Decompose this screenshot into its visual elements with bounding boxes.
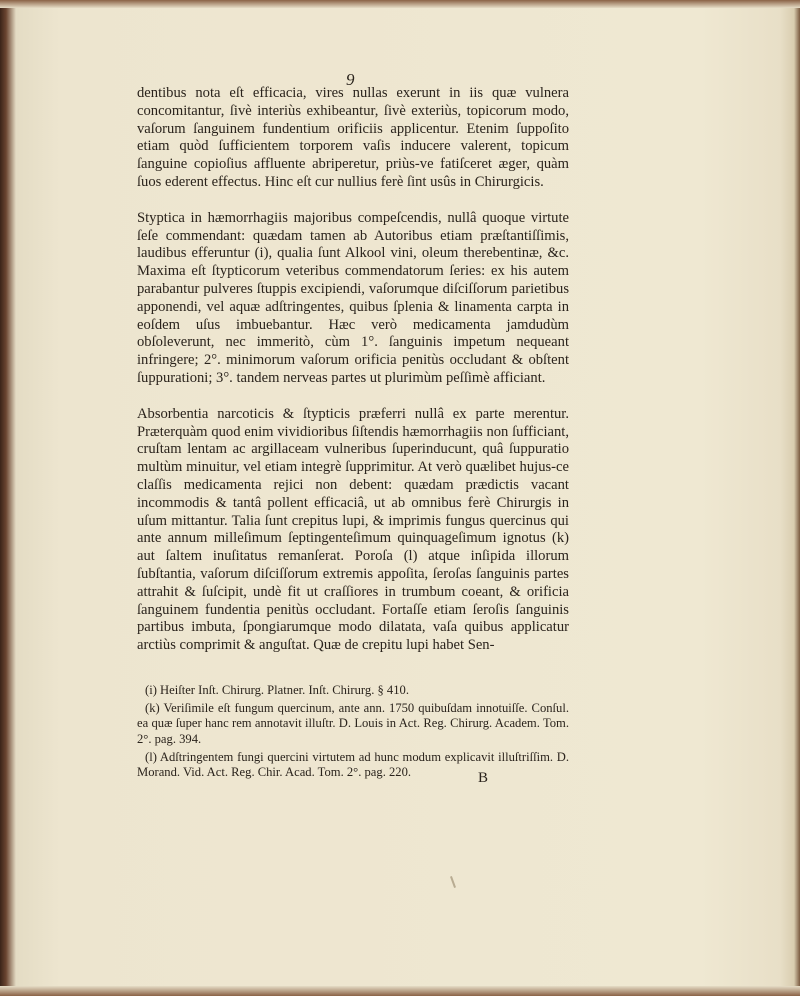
footnotes	[137, 683, 569, 780]
footnote: (i) Heiſter Inſt. Chirurg. Platner. Inſt. Chirurg. § 410.	[145, 683, 409, 697]
paragraph: dentibus nota eſt efficacia, vires nullas exerunt in iis quæ vulnera concomitantur, ſivè interiùs exhibeantur, ſivè exteriùs, topicorum modo, vaſorum ſanguinem fundentium orificiis applicentur. Etenim ſuppoſito etiam quòd ſufficientem torporem vaſis inducere valerent, topicum ſanguine copioſius affluente abriperetur, priùs-ve fatiſceret æger, quàm ſuos ederent effectus. Hinc eſt cur nullius ferè ſint usûs in Chirurgicis.	[137, 85, 569, 190]
main-text	[137, 85, 569, 655]
paragraph: Absorbentia narcoticis & ſtypticis præferri nullâ ex parte merentur. Præterquàm quod enim vividioribus ſiſtendis hæmorrhagiis non ſufficiant, cruſtam lentam ac argillaceam vulneribus ſuperinducunt, quâ ſuppuratio multùm minuitur, vel etiam integrè ſupprimitur. At verò quælibet hujus-ce claſſis medicamenta rejici non debent: quædam prædictis vacant incommodis & tantâ pollent efficaciâ, ut ab omnibus ferè Chirurgis in uſum mittantur. Talia ſunt crepitus lupi, & imprimis fungus quercinus qui ante annum milleſimum ſeptingenteſimum quinquageſimum ignotus (k) aut ſaltem inuſitatus remanſerat. Poroſa (l) atque inſipida illorum ſubſtantia, vaſorum diſciſſorum extremis appoſita, ſeroſas ſanguinis partes attrahit & ſuſcipit, undè fit ut craſſiores in trumbum coeant, & orificia ſanguinem fundentia penitùs occludant. Fortaſſe etiam ſeroſis ſanguinis partibus imbuta, ſpongiarumque modo dilatata, vaſa quibus applicatur arctiùs comprimit & anguſtat. Quæ de crepitu lupi habet Sen-	[137, 405, 569, 654]
page-number: 9	[346, 70, 355, 89]
paragraph: Styptica in hæmorrhagiis majoribus compeſcendis, nullâ quoque virtute ſeſe commendant: quædam tamen ab Autoribus etiam præſtantiſſimis, laudibus efferuntur (i), qualia ſunt Alkool vini, oleum therebentinæ, &c. Maxima eſt ſtypticorum veteribus commendatorum ſeries: ex his autem parabantur pulveres ſtuppis excipiendi, vaſorumque diſciſſorum parietibus apponendi, vel aquæ adſtringentes, quibus ſplenia & linamenta carpta in eoſdem uſus imbuebantur. Hæc verò medicamenta jamdudùm obſoleverunt, nec immeritò, cùm 1°. ſanguinis impetum nequeant infringere; 2°. minimorum vaſorum orificia penitùs occludant & obſtent ſuppurationi; 3°. tandem nerveas partes ut plurimùm peſſimè afficiant.	[137, 209, 569, 386]
ink-mark	[450, 876, 456, 888]
signature-mark: B	[478, 770, 489, 786]
page-bottom-edge	[0, 986, 800, 996]
footnote: (l) Adſtringentem fungi quercini virtutem ad hunc modum explicavit illuſtriſſim. D. Morand. Vid. Act. Reg. Chir. Acad. Tom. 2°. pag. 220.	[137, 749, 569, 780]
page-top-edge	[0, 0, 800, 8]
footnote: (k) Veriſimile eſt fungum quercinum, ante ann. 1750 quibuſdam innotuiſſe. Conſul. ea quæ ſuper hanc rem annotavit illuſtr. D. Louis in Act. Reg. Chirurg. Academ. Tom. 2°. pag. 394.	[137, 701, 569, 746]
